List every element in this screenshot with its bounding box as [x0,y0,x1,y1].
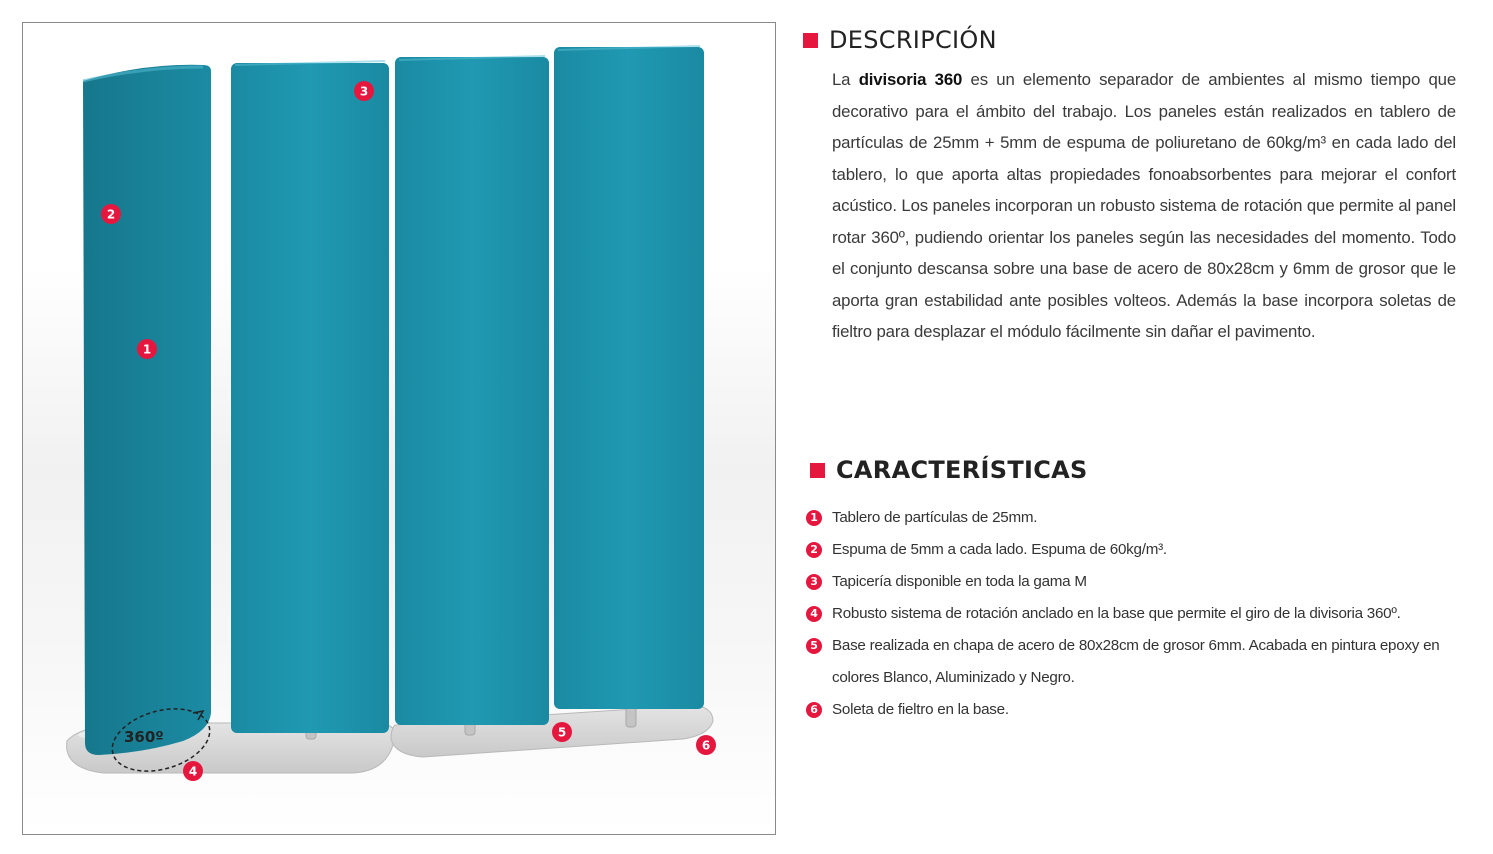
svg-text:3: 3 [359,84,369,99]
descripcion-body: es un elemento separador de ambientes al mismo tiempo que decorativo para el ámbito del trabajo. Los paneles están realizados en tablero de partículas de 25mm + 5mm de espuma de poliuretano de 60kg/m³ en cada lado del tablero, lo que aporta altas propiedades fonoabsorbentes para mejorar el confort acústico. Los paneles incorporan un robusto sistema de rotación que permite al panel rotar 360º, pudiendo orientar los paneles según las necesidades del momento. Todo el conjunto descansa sobre una base de acero de 80x28cm y 6mm de grosor que le aporta gran estabilidad ante posibles volteos. Además la base incorpora soletas de fieltro para desplazar el módulo fácilmente sin dañar el pavimento. [832,70,1457,341]
caracteristicas-title: CARACTERÍSTICAS [836,456,1088,484]
svg-text:6: 6 [701,738,711,753]
bullet-square-icon [803,33,818,48]
panel-rotated [83,65,211,755]
feature-text: Tapicería disponible en toda la gama M [832,573,1087,590]
callout-5 [552,722,572,742]
product-image [22,22,776,835]
number-badge-icon: 1 [806,510,822,526]
callout-6 [696,735,716,755]
panel-2 [231,61,389,733]
descripcion-heading [803,26,997,54]
callout-4 [183,761,203,781]
feature-item [806,534,1466,566]
rotation-label: 360º [124,728,164,746]
feature-item [806,502,1466,534]
panel-4 [554,46,704,709]
callout-2 [101,204,121,224]
product-name: divisoria 360 [858,70,963,89]
feature-item [806,566,1466,598]
divisoria-360-illustration [23,23,776,835]
feature-text: Soleta de fieltro en la base. [832,701,1009,718]
caracteristicas-heading [810,456,1088,484]
feature-text: Espuma de 5mm a cada lado. Espuma de 60kg/m³. [832,541,1167,558]
callout-1 [137,339,157,359]
feature-item [806,694,1466,726]
features-list [806,502,1466,726]
svg-text:2: 2 [106,207,116,222]
callout-3 [354,81,374,101]
number-badge-icon: 4 [806,606,822,622]
bullet-square-icon [810,463,825,478]
descripcion-title: DESCRIPCIÓN [829,26,997,54]
number-badge-icon: 2 [806,542,822,558]
descripcion-intro: La [832,70,859,89]
feature-item [806,598,1466,630]
number-badge-icon: 3 [806,574,822,590]
feature-text: Base realizada en chapa de acero de 80x28cm de grosor 6mm. Acabada en pintura epoxy en colores Blanco, Aluminizado y Negro. [832,637,1440,686]
feature-item [806,630,1466,694]
panel-3 [395,56,549,725]
number-badge-icon: 5 [806,638,822,654]
svg-text:4: 4 [188,764,198,779]
svg-text:5: 5 [557,725,567,740]
number-badge-icon: 6 [806,702,822,718]
descripcion-text [832,64,1456,348]
svg-text:1: 1 [142,342,152,357]
feature-text: Tablero de partículas de 25mm. [832,509,1038,526]
feature-text: Robusto sistema de rotación anclado en la base que permite el giro de la divisoria 360º. [832,605,1401,622]
